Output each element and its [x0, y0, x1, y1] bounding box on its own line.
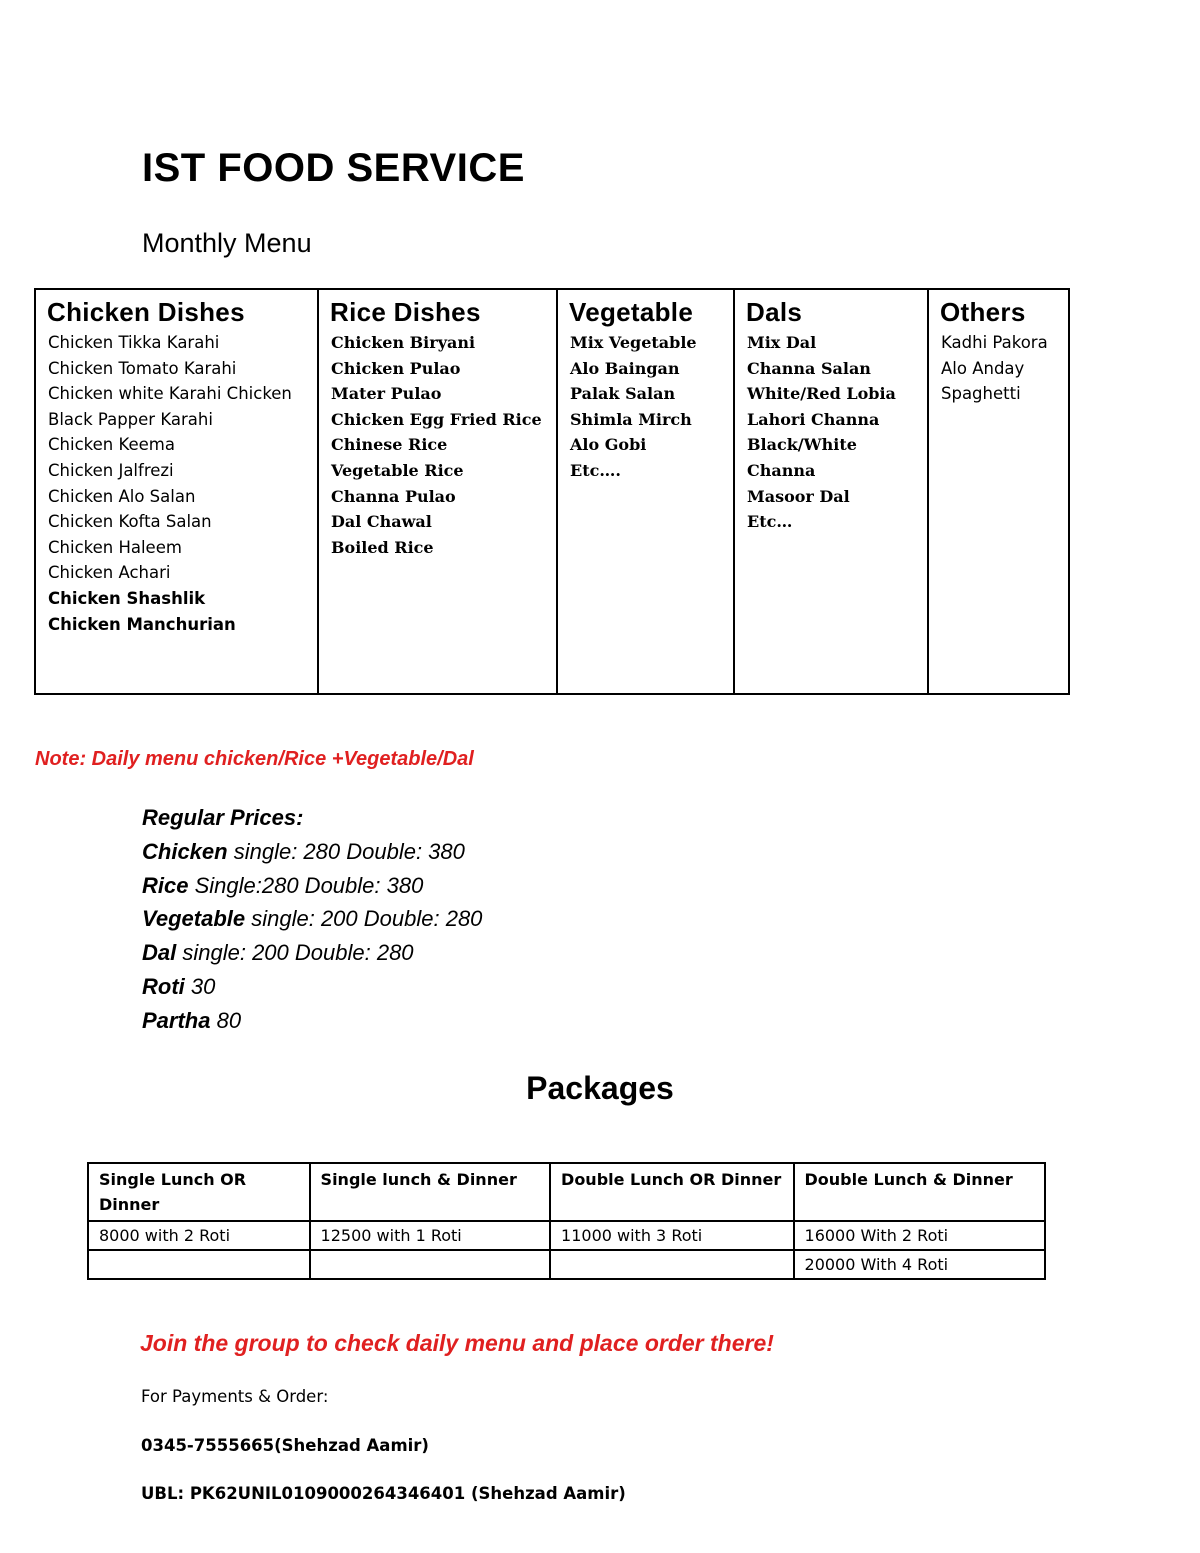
table-cell	[88, 1250, 310, 1279]
price-item: Rice	[142, 872, 189, 898]
table-row	[88, 1250, 1045, 1279]
menu-column-vegetable	[558, 290, 735, 693]
menu-item: Chicken Haleem	[48, 537, 182, 557]
menu-item: Chicken Kofta Salan	[48, 512, 212, 532]
page-subtitle: Monthly Menu	[142, 228, 312, 258]
menu-item: Spaghetti	[941, 384, 1021, 404]
menu-item: Black/White	[747, 435, 857, 455]
price-line	[142, 902, 482, 936]
price-line	[142, 970, 482, 1004]
menu-item: Shimla Mirch	[570, 409, 692, 429]
prices-heading: Regular Prices:	[142, 805, 304, 830]
table-cell: 8000 with 2 Roti	[88, 1221, 310, 1250]
menu-item: Chinese Rice	[331, 435, 448, 455]
packages-heading: Packages	[526, 1070, 674, 1106]
price-line	[142, 869, 482, 903]
monthly-menu-table	[34, 288, 1070, 695]
price-item: Vegetable	[142, 906, 246, 932]
menu-item: Palak Salan	[570, 384, 676, 404]
table-cell	[310, 1250, 550, 1279]
menu-item: Boiled Rice	[331, 537, 434, 557]
menu-item: Mix Vegetable	[570, 333, 697, 352]
menu-item: Chicken Keema	[48, 435, 175, 455]
page-title: IST FOOD SERVICE	[142, 146, 525, 190]
price-item: Partha	[142, 1007, 211, 1033]
menu-item: Channa	[747, 460, 816, 480]
menu-item: Chicken Alo Salan	[48, 486, 196, 506]
menu-item: Chicken white Karahi Chicken	[48, 384, 292, 404]
menu-item: Masoor Dal	[747, 486, 850, 506]
menu-column-rice	[319, 290, 558, 693]
bank-account: UBL: PK62UNIL0109000264346401 (Shehzad Aamir)	[141, 1484, 626, 1503]
menu-item: Black Papper Karahi	[48, 409, 213, 429]
table-header-row	[88, 1163, 1045, 1221]
menu-item: Chicken Pulao	[331, 358, 461, 378]
menu-item: Etc….	[570, 460, 621, 480]
price-detail: 80	[210, 1007, 242, 1033]
menu-item: Chicken Jalfrezi	[48, 460, 174, 480]
menu-column-chicken	[36, 290, 319, 693]
table-cell: 12500 with 1 Roti	[310, 1221, 550, 1250]
daily-menu-note: Note: Daily menu chicken/Rice +Vegetable/Dal	[35, 748, 474, 770]
menu-item: Alo Gobi	[570, 435, 647, 455]
table-cell: 11000 with 3 Roti	[550, 1221, 793, 1250]
price-item: Chicken	[142, 839, 228, 864]
menu-item: Lahori Channa	[747, 409, 880, 429]
price-item: Roti	[142, 973, 185, 999]
menu-item: Dal Chawal	[331, 512, 432, 532]
menu-item: Mater Pulao	[331, 384, 442, 404]
menu-item: Kadhi Pakora	[941, 333, 1048, 352]
menu-item: Alo Anday	[941, 358, 1025, 378]
menu-item: Chicken Achari	[48, 563, 171, 583]
regular-prices	[142, 801, 482, 1037]
price-detail: single: 200 Double: 280	[176, 940, 414, 966]
menu-item: Alo Baingan	[570, 358, 680, 378]
column-heading: Chicken Dishes	[47, 297, 245, 327]
menu-item: Mix Dal	[747, 333, 817, 352]
menu-item: Channa Salan	[747, 358, 871, 378]
table-row	[88, 1221, 1045, 1250]
menu-item: Chicken Egg Fried Rice	[331, 409, 542, 429]
table-cell: 20000 With 4 Roti	[794, 1250, 1045, 1279]
menu-item: Chicken Biryani	[331, 333, 476, 352]
price-line	[142, 1004, 482, 1038]
price-item: Dal	[142, 940, 177, 966]
menu-item: Vegetable Rice	[331, 460, 464, 480]
column-heading: Dals	[746, 297, 803, 327]
column-header: Single Lunch OR Dinner	[88, 1163, 310, 1221]
column-heading: Vegetable	[569, 297, 694, 327]
column-header: Double Lunch OR Dinner	[550, 1163, 793, 1221]
column-heading: Rice Dishes	[330, 297, 481, 327]
contact-phone: 0345-7555665(Shehzad Aamir)	[141, 1436, 429, 1455]
price-detail: single: 280 Double: 380	[227, 839, 465, 864]
join-group-callout: Join the group to check daily menu and place order there!	[140, 1330, 774, 1356]
menu-item: Chicken Tikka Karahi	[48, 333, 220, 352]
menu-item: Chicken Shashlik	[48, 588, 206, 608]
price-detail: single: 200 Double: 280	[245, 906, 483, 932]
column-header: Single lunch & Dinner	[310, 1163, 550, 1221]
menu-column-dals	[735, 290, 929, 693]
price-line	[142, 835, 482, 869]
price-detail: 30	[184, 973, 216, 999]
menu-item: Channa Pulao	[331, 486, 456, 506]
column-heading: Others	[940, 297, 1026, 327]
column-header: Double Lunch & Dinner	[794, 1163, 1045, 1221]
menu-item: Etc…	[747, 512, 793, 532]
packages-table	[87, 1162, 1046, 1280]
table-cell: 16000 With 2 Roti	[794, 1221, 1045, 1250]
menu-item: Chicken Tomato Karahi	[48, 358, 237, 378]
payment-label: For Payments & Order:	[141, 1387, 329, 1406]
table-cell	[550, 1250, 793, 1279]
menu-item: Chicken Manchurian	[48, 614, 236, 634]
price-line	[142, 936, 482, 970]
menu-column-others	[929, 290, 1068, 693]
price-detail: Single:280 Double: 380	[188, 872, 424, 898]
menu-item: White/Red Lobia	[747, 384, 896, 404]
